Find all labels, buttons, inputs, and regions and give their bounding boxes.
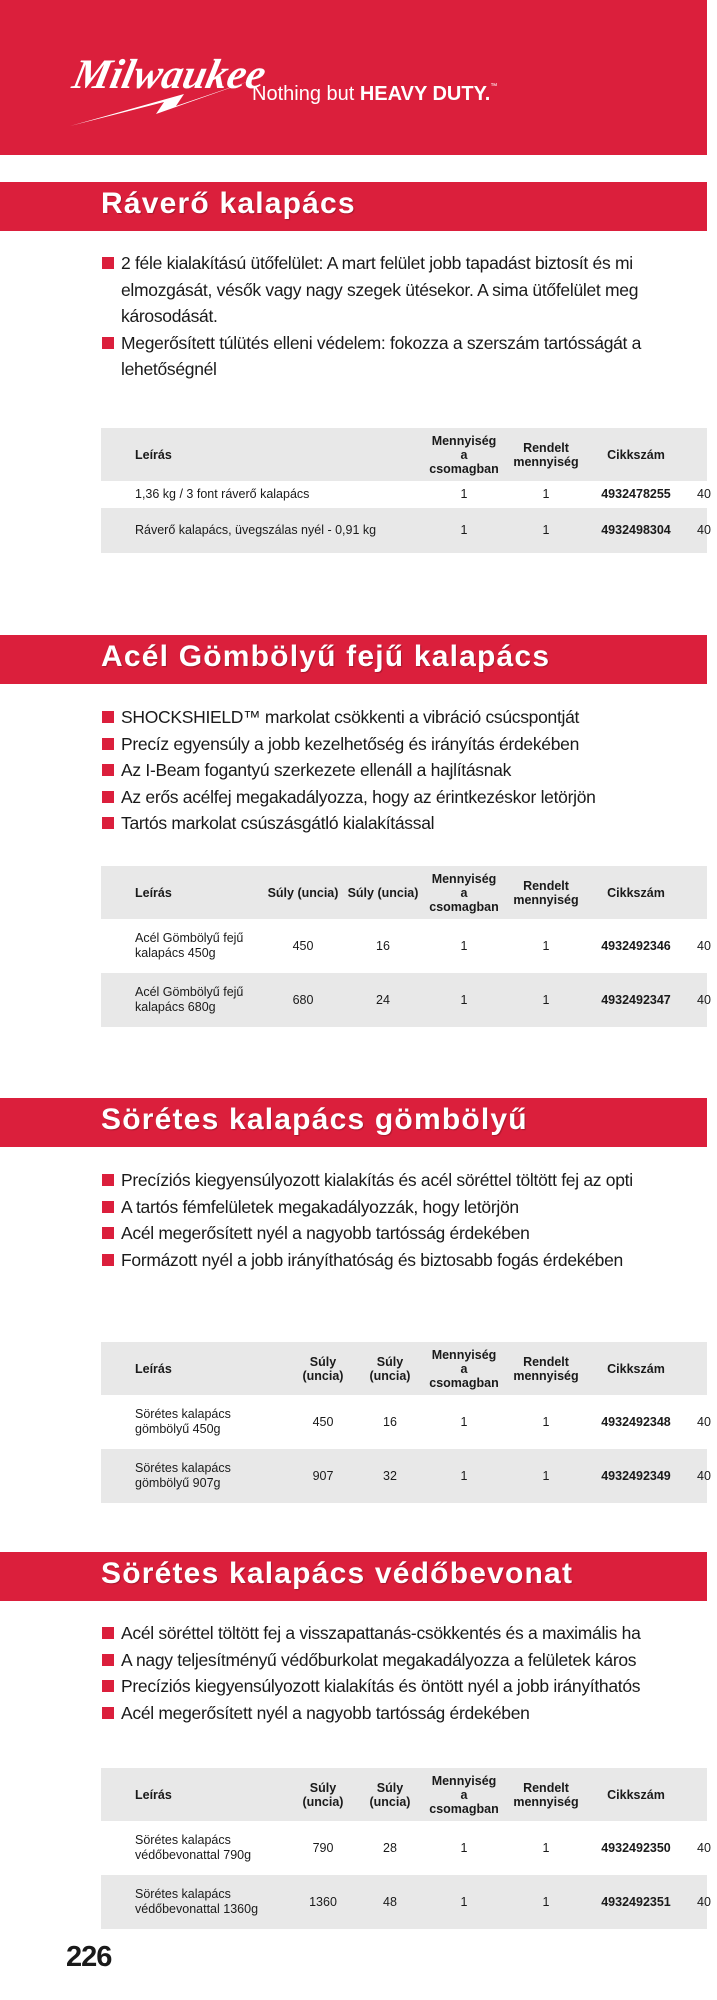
table-cell: 1 xyxy=(542,487,550,501)
column-header: Leírás xyxy=(135,1787,172,1802)
table-cell: 1 xyxy=(460,523,468,537)
table-row xyxy=(101,973,711,1027)
column-header: Cikkszám xyxy=(607,1361,665,1376)
article-number: 4932498304 xyxy=(601,523,671,537)
article-number: 4932492347 xyxy=(601,992,671,1007)
feature-text: Megerősített túlütés elleni védelem: fokozza a szerszám tartósságát a xyxy=(121,332,642,353)
table-cell: Sörétes kalapács védőbevonattal 1360g xyxy=(135,1887,259,1916)
feature-text: Acél megerősített nyél a nagyobb tartósság érdekében xyxy=(121,1702,530,1723)
bullet-square-icon xyxy=(102,764,114,776)
column-header: Mennyiség a csomagban xyxy=(429,1347,499,1390)
article-number: 4932492351 xyxy=(601,1894,671,1909)
section-title-bar xyxy=(0,1552,707,1601)
feature-text: Tartós markolat csúszásgátló kialakítással xyxy=(121,813,435,834)
section-title: Sörétes kalapács gömbölyű xyxy=(101,1103,528,1136)
feature-line xyxy=(102,757,707,784)
table-cell: 40 xyxy=(697,523,711,537)
table-row xyxy=(101,1395,711,1449)
table-cell: 16 xyxy=(376,938,390,953)
feature-text: A tartós fémfelületek megakadályozzák, hogy letörjön xyxy=(121,1196,519,1217)
table-cell: 16 xyxy=(383,1414,397,1429)
table-cell: 40 xyxy=(697,992,711,1007)
table-cell: 1 xyxy=(460,1468,468,1483)
table-cell: 1 xyxy=(460,1840,468,1855)
feature-line xyxy=(102,731,707,758)
column-header: Súly (uncia) xyxy=(267,885,339,900)
table-cell: 40 xyxy=(697,1414,711,1429)
table-cell: Acél Gömbölyű fejű kalapács 680g xyxy=(135,985,244,1014)
table-cell: 907 xyxy=(312,1468,334,1483)
feature-line xyxy=(102,250,707,277)
feature-list xyxy=(102,250,707,383)
table-cell: 40 xyxy=(697,1894,711,1909)
table-row xyxy=(101,481,711,508)
feature-line xyxy=(102,356,707,383)
table-cell: 40 xyxy=(697,1840,711,1855)
feature-line xyxy=(102,303,707,330)
table-header-row xyxy=(101,428,707,481)
table-header-row xyxy=(101,1768,707,1821)
feature-line xyxy=(102,1194,707,1221)
table-cell: 1,36 kg / 3 font ráverő kalapács xyxy=(135,487,310,501)
feature-text: Az I-Beam fogantyú szerkezete ellenáll a hajlításnak xyxy=(121,760,512,781)
bullet-square-icon xyxy=(102,817,114,829)
feature-line xyxy=(102,277,707,304)
article-number: 4932492348 xyxy=(601,1414,671,1429)
column-header: Súly (uncia) xyxy=(302,1780,344,1809)
table-cell: 1 xyxy=(542,523,550,537)
milwaukee-logo xyxy=(64,36,271,131)
table-cell: 1 xyxy=(460,992,468,1007)
feature-text: Acél megerősített nyél a nagyobb tartósság érdekében xyxy=(121,1223,530,1244)
feature-line xyxy=(102,1700,707,1727)
table-cell: 1360 xyxy=(309,1894,337,1909)
column-header: Rendelt mennyiség xyxy=(513,440,579,469)
table-cell: 40 xyxy=(697,1468,711,1483)
feature-line xyxy=(102,784,707,811)
feature-text: lehetőségnél xyxy=(121,359,217,380)
table-header-row xyxy=(101,866,707,919)
bullet-square-icon xyxy=(102,1174,114,1186)
feature-text: Precíziós kiegyensúlyozott kialakítás és öntött nyél a jobb irányíthatós xyxy=(121,1676,641,1697)
table-cell: Sörétes kalapács gömbölyű 907g xyxy=(135,1461,231,1490)
table-cell: 1 xyxy=(542,1414,550,1429)
article-number: 4932492346 xyxy=(601,938,671,953)
table-cell: 40 xyxy=(697,487,711,501)
column-header: Rendelt mennyiség xyxy=(513,878,579,907)
table-header-row xyxy=(101,1342,707,1395)
bullet-square-icon xyxy=(102,1227,114,1239)
table-cell: 1 xyxy=(542,1894,550,1909)
feature-text: Precíziós kiegyensúlyozott kialakítás és acél söréttel töltött fej az opti xyxy=(121,1170,633,1190)
feature-text: Formázott nyél a jobb irányíthatóság és biztosabb fogás érdekében xyxy=(121,1249,623,1270)
column-header: Rendelt mennyiség xyxy=(513,1354,579,1383)
bullet-square-icon xyxy=(102,1680,114,1692)
section-title-bar xyxy=(0,635,707,684)
table-cell: 1 xyxy=(460,1894,468,1909)
table-cell: 1 xyxy=(542,1840,550,1855)
article-number: 4932492350 xyxy=(601,1840,671,1855)
table-cell: 1 xyxy=(460,938,468,953)
section-title-bar xyxy=(0,1098,707,1147)
feature-line xyxy=(102,1167,707,1194)
feature-list xyxy=(102,1167,707,1273)
column-header: Cikkszám xyxy=(607,1787,665,1802)
column-header: Mennyiség a csomagban xyxy=(429,1773,499,1816)
column-header: Súly (uncia) xyxy=(347,885,419,900)
table-cell: 40 xyxy=(697,938,711,953)
feature-text: SHOCKSHIELD™ markolat csökkenti a vibráció csúcspontját xyxy=(121,707,580,727)
feature-line xyxy=(102,1647,707,1674)
column-header: Cikkszám xyxy=(607,447,665,462)
section-title: Acél Gömbölyű fejű kalapács xyxy=(101,640,551,673)
bullet-square-icon xyxy=(102,337,114,349)
feature-text: károsodását. xyxy=(121,306,218,327)
feature-text: elmozgását, vésők vagy nagy szegek ütésekor. A sima ütőfelület meg xyxy=(121,279,639,300)
table-cell: 450 xyxy=(292,938,314,953)
bullet-square-icon xyxy=(102,257,114,269)
table-cell: 1 xyxy=(460,1414,468,1429)
table-cell: Acél Gömbölyű fejű kalapács 450g xyxy=(135,931,244,960)
feature-line xyxy=(102,810,707,837)
feature-line xyxy=(102,1247,707,1274)
column-header: Leírás xyxy=(135,885,172,900)
table-cell: 28 xyxy=(383,1840,397,1855)
table-cell: 1 xyxy=(542,938,550,953)
table-cell: 1 xyxy=(542,1468,550,1483)
article-number: 4932492349 xyxy=(601,1468,671,1483)
column-header: Mennyiség a csomagban xyxy=(429,871,499,914)
feature-line xyxy=(102,704,707,731)
column-header: Leírás xyxy=(135,447,172,462)
bullet-square-icon xyxy=(102,711,114,723)
table-cell: 48 xyxy=(383,1894,397,1909)
feature-line xyxy=(102,1620,707,1647)
table-cell: 1 xyxy=(542,992,550,1007)
table-row xyxy=(101,508,711,553)
table-cell: 680 xyxy=(292,992,314,1007)
product-table xyxy=(101,866,711,1027)
page-number: 226 xyxy=(66,1941,112,1973)
product-table xyxy=(101,1768,711,1929)
table-cell: Ráverő kalapács, üvegszálas nyél - 0,91 kg xyxy=(135,523,377,537)
bullet-square-icon xyxy=(102,1627,114,1639)
table-cell: 1 xyxy=(460,487,468,501)
feature-text: 2 féle kialakítású ütőfelület: A mart felület jobb tapadást biztosít és mi xyxy=(121,253,633,273)
table-row xyxy=(101,1875,711,1929)
table-row xyxy=(101,1449,711,1503)
feature-text: Acél söréttel töltött fej a visszapattanás-csökkentés és a maximális ha xyxy=(121,1623,641,1643)
column-header: Rendelt mennyiség xyxy=(513,1780,579,1809)
feature-list xyxy=(102,704,707,837)
feature-line xyxy=(102,1220,707,1247)
bullet-square-icon xyxy=(102,1254,114,1266)
column-header: Súly (uncia) xyxy=(369,1354,411,1383)
feature-text: Az erős acélfej megakadályozza, hogy az érintkezéskor letörjön xyxy=(121,786,596,807)
feature-line xyxy=(102,1673,707,1700)
feature-text: A nagy teljesítményű védőburkolat megakadályozza a felületek káros xyxy=(121,1649,637,1670)
feature-text: Precíz egyensúly a jobb kezelhetőség és irányítás érdekében xyxy=(121,733,580,754)
bullet-square-icon xyxy=(102,1201,114,1213)
section-title-bar xyxy=(0,182,707,231)
section-title: Sörétes kalapács védőbevonat xyxy=(101,1557,574,1590)
column-header: Súly (uncia) xyxy=(369,1780,411,1809)
bullet-square-icon xyxy=(102,1654,114,1666)
column-header: Cikkszám xyxy=(607,885,665,900)
product-table xyxy=(101,1342,711,1503)
table-row xyxy=(101,919,711,973)
bullet-square-icon xyxy=(102,791,114,803)
bullet-square-icon xyxy=(102,1707,114,1719)
column-header: Mennyiség a csomagban xyxy=(429,433,499,476)
brand-header xyxy=(0,0,707,155)
column-header: Súly (uncia) xyxy=(302,1354,344,1383)
table-cell: Sörétes kalapács gömbölyű 450g xyxy=(135,1407,231,1436)
product-table xyxy=(101,428,711,553)
article-number: 4932478255 xyxy=(601,487,671,501)
table-cell: 790 xyxy=(312,1840,334,1855)
svg-text:Milwaukee: Milwaukee xyxy=(68,51,271,98)
table-cell: Sörétes kalapács védőbevonattal 790g xyxy=(135,1833,252,1862)
column-header: Leírás xyxy=(135,1361,172,1376)
tagline: Nothing but HEAVY DUTY.™ xyxy=(252,83,498,105)
table-cell: 32 xyxy=(383,1468,397,1483)
feature-line xyxy=(102,330,707,357)
section-title: Ráverő kalapács xyxy=(101,187,356,220)
table-cell: 450 xyxy=(312,1414,334,1429)
feature-list xyxy=(102,1620,707,1726)
bullet-square-icon xyxy=(102,738,114,750)
table-row xyxy=(101,1821,711,1875)
table-cell: 24 xyxy=(376,992,390,1007)
